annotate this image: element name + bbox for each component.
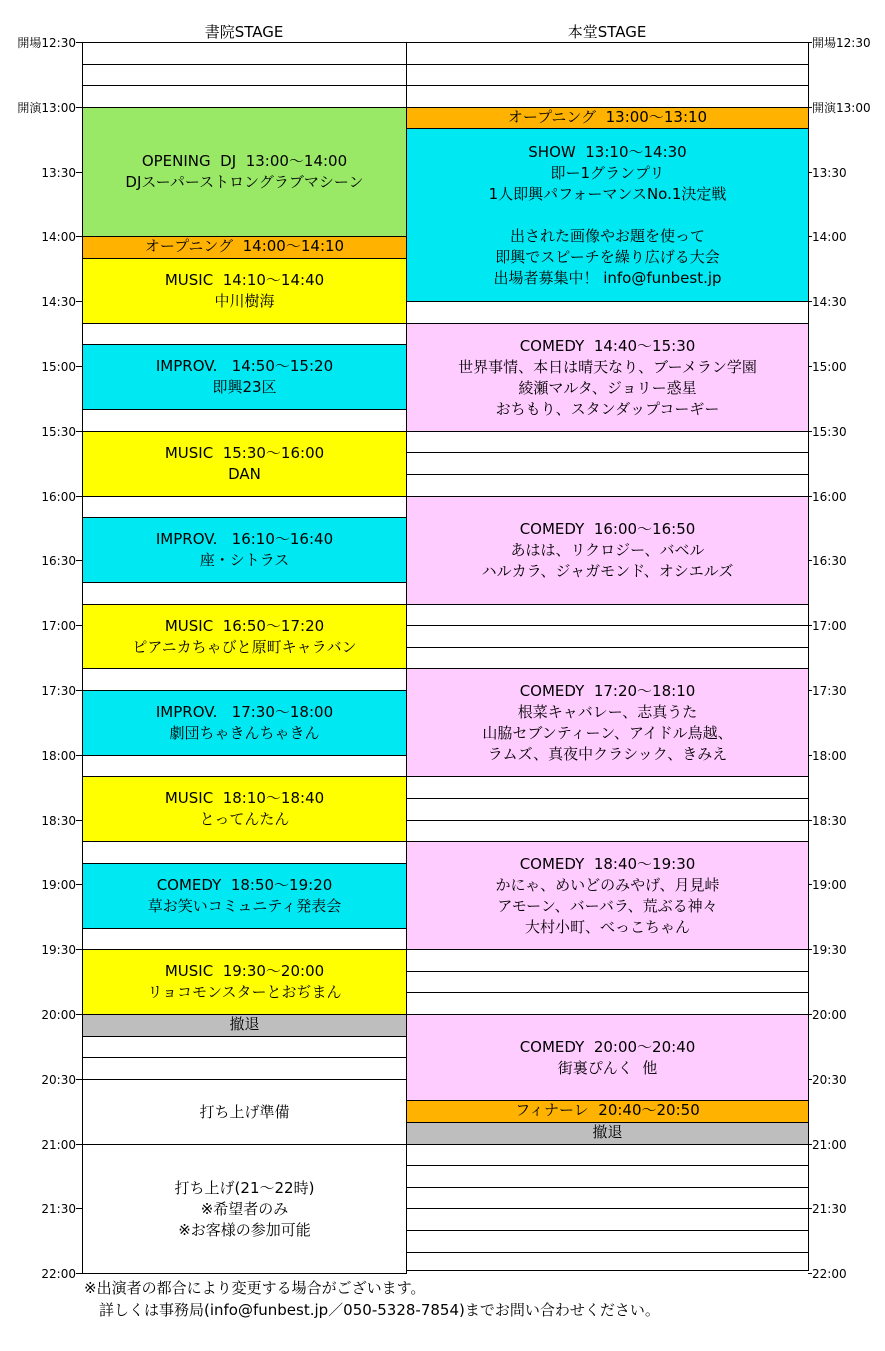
- time-label-left: 21:30: [41, 1202, 76, 1216]
- time-label-right: 21:30: [812, 1202, 847, 1216]
- grid-line: [406, 992, 808, 993]
- time-tick: [76, 42, 82, 43]
- time-label-right: 19:30: [812, 943, 847, 957]
- grid-line: [406, 820, 808, 821]
- time-label-left: 19:30: [41, 943, 76, 957]
- grid-line: [82, 85, 406, 86]
- event-text-line: 即興でスピーチを繰り広げる大会: [495, 247, 720, 266]
- event-text-line: MUSIC 16:50〜17:20: [164, 616, 325, 635]
- time-tick: [808, 42, 812, 43]
- right-event-block: [406, 107, 809, 129]
- grid-line: [82, 64, 406, 65]
- time-label-left: 19:00: [41, 878, 76, 892]
- event-text-line: ラムズ、真夜中クラシック、きみえ: [487, 744, 728, 763]
- event-text-line: COMEDY 17:20〜18:10: [519, 681, 696, 700]
- event-text-line: 撤退: [229, 1015, 260, 1033]
- time-label-left: 15:30: [41, 425, 76, 439]
- event-text-line: 出された画像やお題を使って: [509, 226, 705, 245]
- event-text-line: 劇団ちゃきんちゃきん: [169, 724, 320, 742]
- grid-line: [406, 1230, 808, 1231]
- left-event-block: [82, 1144, 407, 1274]
- event-text-line: MUSIC 15:30〜16:00: [164, 444, 325, 462]
- event-text-line: IMPROV. 17:30〜18:00: [155, 703, 334, 721]
- time-label-right: 開場12:30: [812, 36, 871, 50]
- grid-line: [406, 971, 808, 972]
- left-event-block: [82, 1079, 407, 1145]
- time-label-left: 開場12:30: [17, 36, 76, 50]
- event-text-line: ※お客様の参加可能: [178, 1220, 311, 1239]
- time-label-right: 16:00: [812, 490, 847, 504]
- right-event-block: [406, 1014, 809, 1101]
- time-label-left: 18:30: [41, 814, 76, 828]
- event-text-line: あはは、リクロジー、バベル: [510, 541, 705, 559]
- event-text-line: 中川樹海: [214, 292, 275, 310]
- event-text-line: 1人即興パフォーマンスNo.1決定戦: [488, 184, 727, 203]
- event-text-line: かにゃ、めいどのみやげ、月見峠: [495, 875, 720, 894]
- event-text-line: おちもり、スタンダップコーギー: [495, 399, 720, 418]
- event-text-line: MUSIC 14:10〜14:40: [164, 271, 325, 289]
- time-label-left: 20:00: [41, 1008, 76, 1022]
- grid-line: [406, 64, 808, 65]
- event-text-line: 世界事情、本日は晴天なり、ブーメラン学園: [458, 357, 757, 376]
- event-text-line: オープニング 13:00〜13:10: [507, 108, 708, 126]
- time-label-left: 16:00: [41, 490, 76, 504]
- time-label-right: 17:30: [812, 684, 847, 698]
- event-text-line: フィナーレ 20:40〜20:50: [515, 1101, 700, 1119]
- note-line-2: 詳しくは事務局(info@funbest.jp／050-5328-7854)までお問い合わせください。: [84, 1301, 660, 1319]
- event-text-line: SHOW 13:10〜14:30: [528, 142, 687, 161]
- left-event-block: [82, 236, 407, 259]
- event-text-line: COMEDY 20:00〜20:40: [519, 1037, 696, 1056]
- event-text-line: 即興23区: [212, 378, 277, 396]
- grid-line: [406, 647, 808, 648]
- time-label-right: 21:00: [812, 1138, 847, 1152]
- time-label-left: 21:00: [41, 1138, 76, 1152]
- time-label-right: 19:00: [812, 878, 847, 892]
- event-text-line: リョコモンスターとおぢまん: [147, 983, 342, 1001]
- event-text-line: 出場者募集中！ info@funbest.jp: [493, 268, 722, 287]
- time-tick: [808, 625, 812, 626]
- time-label-left: 14:30: [41, 295, 76, 309]
- event-text-line: オープニング 14:00〜14:10: [144, 237, 345, 255]
- grid-line: [406, 798, 808, 799]
- time-label-right: 20:30: [812, 1073, 847, 1087]
- event-text-line: IMPROV. 16:10〜16:40: [155, 530, 334, 548]
- time-label-left: 17:00: [41, 619, 76, 633]
- event-text-line: 即ー1グランプリ: [550, 163, 665, 182]
- time-label-right: 15:00: [812, 360, 847, 374]
- time-label-right: 18:30: [812, 814, 847, 828]
- grid-line: [406, 625, 808, 626]
- right-stage-header: 本堂STAGE: [567, 23, 647, 41]
- time-label-left: 18:00: [41, 749, 76, 763]
- left-event-block: [82, 344, 407, 410]
- time-label-right: 16:30: [812, 554, 847, 568]
- left-event-block: [82, 1014, 407, 1037]
- event-text-line: 街裏ぴんく 他: [557, 1058, 658, 1077]
- event-text-line: アモーン、バーバラ、荒ぶる神々: [497, 896, 718, 915]
- left-event-block: [82, 107, 407, 237]
- time-tick: [808, 1273, 812, 1274]
- right-event-block: [406, 496, 809, 605]
- grid-line: [406, 1187, 808, 1188]
- time-label-left: 開演13:00: [17, 101, 76, 115]
- right-event-block: [406, 1100, 809, 1123]
- event-text-line: DAN: [228, 465, 261, 483]
- left-event-block: [82, 258, 407, 324]
- left-event-block: [82, 431, 407, 497]
- event-text-line: 草お笑いコミュニティ発表会: [147, 897, 342, 915]
- event-text-line: ハルカラ、ジャガモンド、オシエルズ: [481, 562, 734, 580]
- time-label-right: 13:30: [812, 166, 847, 180]
- time-label-right: 開演13:00: [812, 101, 871, 115]
- grid-line: [406, 1208, 808, 1209]
- left-event-block: [82, 776, 407, 842]
- time-tick: [808, 1208, 812, 1209]
- left-stage-header: 書院STAGE: [204, 23, 284, 41]
- left-event-block: [82, 517, 407, 583]
- time-label-right: 14:00: [812, 230, 847, 244]
- grid-line: [406, 1252, 808, 1253]
- right-event-block: [406, 841, 809, 950]
- event-text-line: 撤退: [592, 1123, 623, 1141]
- event-text-line: OPENING DJ 13:00〜14:00: [141, 152, 348, 170]
- time-tick: [808, 820, 812, 821]
- event-text-line: COMEDY 18:50〜19:20: [156, 876, 333, 894]
- grid-line: [406, 474, 808, 475]
- event-text-line: 打ち上げ(21〜22時): [174, 1178, 315, 1197]
- event-text-line: 綾瀬マルタ、ジョリー惑星: [518, 378, 697, 397]
- grid-line: [82, 1057, 406, 1058]
- event-text-line: とってんたん: [199, 810, 290, 828]
- time-label-left: 20:30: [41, 1073, 76, 1087]
- left-event-block: [82, 690, 407, 756]
- note-line-1: ※出演者の都合により変更する場合がございます。: [84, 1279, 426, 1297]
- event-text-line: 大村小町、べっこちゃん: [524, 917, 690, 936]
- event-text-line: IMPROV. 14:50〜15:20: [155, 357, 334, 375]
- time-label-right: 22:00: [812, 1267, 847, 1281]
- left-event-block: [82, 863, 407, 929]
- event-text-line: 根菜キャバレー、志真うた: [517, 702, 698, 721]
- time-label-right: 18:00: [812, 749, 847, 763]
- time-label-left: 16:30: [41, 554, 76, 568]
- time-label-right: 17:00: [812, 619, 847, 633]
- event-text-line: 山脇セブンティーン、アイドル鳥越、: [482, 723, 733, 742]
- time-label-left: 13:30: [41, 166, 76, 180]
- event-text-line: ピアニカちゃびと原町キャラバン: [132, 637, 357, 656]
- time-label-left: 15:00: [41, 360, 76, 374]
- event-text-line: MUSIC 19:30〜20:00: [164, 962, 325, 980]
- left-event-block: [82, 604, 407, 669]
- grid-line: [406, 85, 808, 86]
- event-text-line: DJスーパーストロングラブマシーン: [125, 173, 364, 191]
- event-text-line: COMEDY 18:40〜19:30: [519, 854, 696, 873]
- event-text-line: MUSIC 18:10〜18:40: [164, 789, 325, 807]
- time-label-left: 14:00: [41, 230, 76, 244]
- grid-line: [406, 452, 808, 453]
- time-label-right: 15:30: [812, 425, 847, 439]
- right-event-block: [406, 128, 809, 302]
- event-text-line: 座・シトラス: [199, 551, 290, 569]
- event-text-line: COMEDY 16:00〜16:50: [519, 520, 696, 538]
- right-event-block: [406, 1122, 809, 1145]
- time-label-right: 20:00: [812, 1008, 847, 1022]
- grid-line: [406, 1165, 808, 1166]
- time-label-right: 14:30: [812, 295, 847, 309]
- left-event-block: [82, 949, 407, 1015]
- right-event-block: [406, 668, 809, 777]
- time-label-left: 17:30: [41, 684, 76, 698]
- event-text-line: ※希望者のみ: [200, 1199, 289, 1218]
- event-text-line: 打ち上げ準備: [199, 1102, 290, 1121]
- time-label-left: 22:00: [41, 1267, 76, 1281]
- event-text-line: COMEDY 14:40〜15:30: [519, 336, 696, 355]
- right-event-block: [406, 323, 809, 432]
